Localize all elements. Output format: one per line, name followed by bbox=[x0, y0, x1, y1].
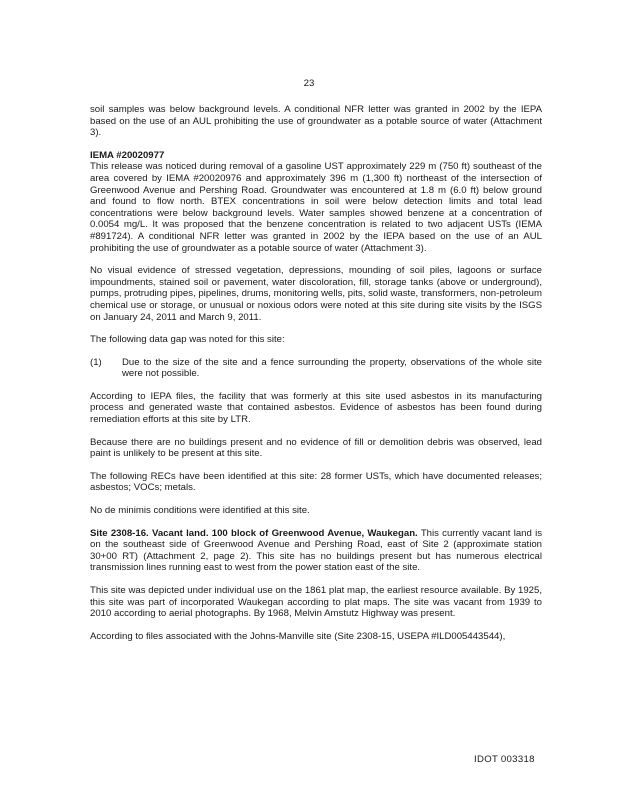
paragraph-soil-samples: soil samples was below background levels. A conditional NFR letter was granted in 2002 by the IEPA based on the use of an AUL prohibiting the use of groundwater as a potable source of water (Attachment 3). bbox=[90, 104, 542, 139]
paragraph-asbestos: According to IEPA files, the facility that was formerly at this site used asbestos in its manufacturing process and generated waste that contained asbestos. Evidence of asbestos has been found during remediation efforts at this site by LTR. bbox=[90, 390, 542, 426]
bates-number: IDOT 003318 bbox=[474, 754, 535, 765]
list-item-text: Due to the size of the site and a fence surrounding the property, observations of the whole site were not possible. bbox=[122, 356, 542, 380]
paragraph-site-2308-16 bbox=[90, 528, 542, 574]
paragraph-no-visual-evidence: No visual evidence of stressed vegetation, depressions, mounding of soil piles, lagoons or surface impoundments, stained soil or pavement, water discoloration, fill, storage tanks (above or underground), pumps, protruding pipes, pipelines, drums, monitoring wells, pits, solid waste, transformers, non-petroleum chemical use or storage, or unusual or noxious odors were noted at this site during site visits by the ISGS on January 24, 2011 and March 9, 2011. bbox=[90, 265, 542, 323]
site-heading: Site 2308-16. Vacant land. 100 block of Greenwood Avenue, Waukegan. bbox=[90, 527, 418, 539]
site-description: This currently vacant land is on the southeast side of Greenwood Avenue and Pershing Road, east of Site 2 (approximate station 30+00 RT) (Attachment 2, page 2). This site has no buildings present but has numerous electrical transmission lines running east to west from the power station east of the site. bbox=[90, 527, 543, 574]
paragraph-lead-paint: Because there are no buildings present and no evidence of fill or demolition debris was observed, lead paint is unlikely to be present at this site. bbox=[90, 436, 542, 460]
paragraph-de-minimis: No de minimis conditions were identified at this site. bbox=[90, 505, 310, 517]
heading-iema-20020977: IEMA #20020977 bbox=[90, 149, 165, 161]
page-content bbox=[90, 104, 542, 653]
paragraph-site-history: This site was depicted under individual use on the 1861 plat map, the earliest resource available. By 1925, this site was part of incorporated Waukegan according to plat maps. The site was vacant from 1939 to 2010 according to aerial photographs. By 1968, Melvin Amstutz Highway was present. bbox=[90, 585, 542, 620]
paragraph-data-gap-intro: The following data gap was noted for this site: bbox=[90, 334, 285, 346]
page-number: 23 bbox=[303, 78, 315, 89]
paragraph-johns-manville: According to files associated with the Johns-Manville site (Site 2308-15, USEPA #ILD005443544), bbox=[90, 630, 506, 642]
paragraph-gasoline-ust-release: This release was noticed during removal of a gasoline UST approximately 229 m (750 ft) southeast of the area covered by IEMA #20020976 and approximately 396 m (1,300 ft) northeast of the intersection of Greenwood Avenue and Pershing Road. Groundwater was encountered at 1.8 m (6.0 ft) below ground and found to flow north. BTEX concentrations in soil were below detection limits and total lead concentrations were below background levels. Water samples showed benzene at a concentration of 0.0054 mg/L. It was proposed that the benzene concentration is related to two adjacent USTs (IEMA #891724). A conditional NFR letter was granted in 2002 by the IEPA based on the use of an AUL prohibiting the use of groundwater as a potable source of water (Attachment 3). bbox=[90, 161, 542, 254]
paragraph-recs: The following RECs have been identified at this site: 28 former USTs, which have documented releases; asbestos; VOCs; metals. bbox=[90, 470, 542, 494]
list-marker: (1) bbox=[90, 356, 102, 368]
data-gap-list-item bbox=[90, 357, 542, 380]
